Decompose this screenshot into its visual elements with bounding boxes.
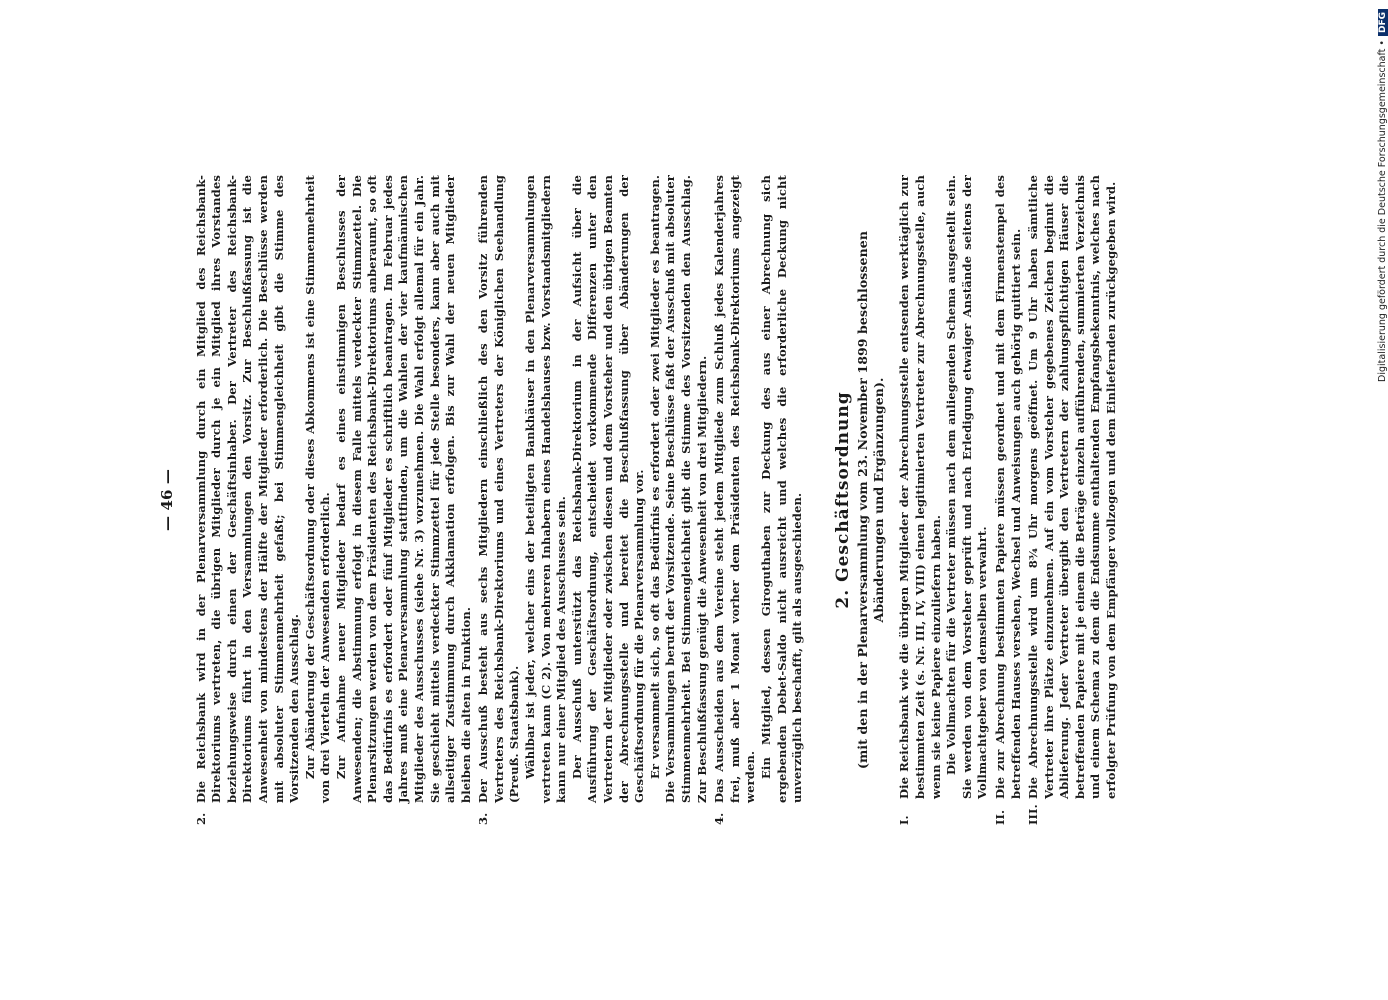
paragraph: Er versammelt sich, so oft das Bedürfnis es erfordert oder zwei Mitglieder es beantragen. Die Versammlungen beruft der Vorsitzende. Seine Beschlüsse faßt der Ausschuß mit absoluter Stimmenmehrheit. Bei Stimmengleichheit gibt die Stimme des Vorsitzenden den Ausschlag. Zur Beschlußfassung genügt die Anwesenheit von drei Mitgliedern. — [647, 175, 709, 803]
section-number: 2. — [193, 812, 208, 825]
rule-number: I. — [897, 815, 912, 825]
rule-II — [993, 175, 1024, 825]
rule-body — [993, 175, 1024, 799]
paragraph: Die Abrechnungsstelle wird um 8¾ Uhr morgens geöffnet. Um 9 Uhr haben sämtliche Vertreter ihre Plätze einzunehmen. Auf ein vom Vorsteher gegebenes Zeichen beginnt die Ablieferung. Jeder Vertreter übergibt den Vertretern der zahlungspflichtigen Häuser die betreffenden Papiere mit je einem die Beträge einzeln aufführenden, summierten Verzeichnis und einem Schema zu dem die Endsumme enthaltenden Empfangsbekenntnis, welches nach erfolgter Prüfung von dem Empfänger vollzogen und dem Einliefernden zurückgegeben wird. — [1026, 175, 1119, 799]
rule-body — [897, 175, 991, 799]
paragraph: Das Ausscheiden aus dem Vereine steht jedem Mitgliede zum Schluß jedes Kalenderjahres frei, muß aber 1 Monat vorher dem Präsidenten des Reichsbank-Direktoriums angezeigt werden. — [712, 175, 758, 803]
section-heading — [832, 175, 888, 825]
paragraph: Zur Abänderung der Geschäftsordnung oder dieses Abkommens ist eine Stimmenmehrheit von drei Vierteln der Anwesenden erforderlich. — [302, 175, 333, 803]
digitization-credit — [1377, 9, 1388, 994]
section-number: 3. — [476, 812, 491, 825]
paragraph: Der Ausschuß besteht aus sechs Mitgliedern einschließlich des den Vorsitz führenden Vertreters des Reichsbank-Direktoriums und eines Vertreters der Königlichen Seehandlung (Preuß. Staatsbank). — [476, 175, 522, 803]
section-number: 4. — [712, 812, 727, 825]
rule-III — [1026, 175, 1120, 825]
paragraph: Die Reichsbank wie die übrigen Mitglieder der Abrechnungsstelle entsenden werktäglich zur bestimmten Zeit (s. Nr. III, IV, VIII) einen legitimierten Vertreter zur Abrechnungsstelle, auch wenn sie keine Papiere einzuliefern haben. — [897, 175, 943, 799]
paragraph: Die Reichsbank wird in der Plenarversammlung durch ein Mitglied des Reichsbank-Direktoriums vertreten, die übrigen Mitglieder durch je ein Mitglied ihres Vorstandes beziehungsweise durch einen der Geschäftsinhaber. Der Vertreter des Reichsbank-Direktoriums führt in den Versammlungen den Vorsitz. Zur Beschlußfassung ist die Anwesenheit von mindestens der Hälfte der Mitglieder erforderlich. Die Beschlüsse werden mit absoluter Stimmenmehrheit gefaßt; bei Stimmengleichheit gibt die Stimme des Vorsitzenden den Ausschlag. — [193, 175, 302, 803]
section-body — [712, 175, 806, 803]
paragraph: Die zur Abrechnung bestimmten Papiere müssen geordnet und mit dem Firmenstempel des betreffenden Hauses versehen, Wechsel und Anweisungen auch gehörig quittiert sein. — [992, 175, 1023, 799]
section-2 — [194, 175, 475, 825]
paragraph: Die Vollmachten für die Vertreter müssen nach dem anliegenden Schema ausgestellt sein. Sie werden von dem Vorsteher geprüft und nach Erledigung etwaiger Anstände seitens der Vollmachtgeber von demselben verwahrt. — [944, 175, 990, 799]
section-4 — [712, 175, 806, 825]
heading-title: 2. Geschäftsordnung — [832, 391, 853, 609]
rule-number: II. — [992, 809, 1007, 825]
section-3 — [476, 175, 710, 825]
section-body — [194, 175, 475, 803]
paragraph: Ein Mitglied, dessen Giroguthaben zur Deckung des aus einer Abrechnung sich ergebenden Debet-Saldo nicht ausreicht und welches die erforderliche Deckung nicht unverzüglich beschafft, gilt als ausgeschieden. — [758, 175, 805, 803]
page-number: — 46 — — [158, 469, 176, 531]
rule-I — [897, 175, 991, 825]
rule-number: III. — [1026, 804, 1041, 825]
paragraph: Zur Aufnahme neuer Mitglieder bedarf es eines einstimmigen Beschlusses der Anwesenden; die Abstimmung erfolgt in diesem Falle mittels verdeckter Stimmzettel. Die Plenarsitzungen werden von dem Präsidenten des Reichsbank-Direktoriums anberaumt, so oft das Bedürfnis es erfordert oder fünf Mitglieder es schriftlich beantragen. Im Februar jedes Jahres muß eine Plenarversammlung stattfinden, um die Wahlen der vier kaufmännischen Mitglieder des Ausschusses (siehe Nr. 3) vorzunehmen. Die Wahl erfolgt allemal für ein Jahr. Sie geschieht mittels verdeckter Stimmzettel für jede Stelle besonders, kann aber auch mit allseitiger Zustimmung durch Akklamation erfolgen. Bis zur Wahl der neuen Mitglieder bleiben die alten in Funktion. — [333, 175, 473, 803]
dfg-logo: DFG — [1378, 9, 1388, 36]
paragraph: Der Ausschuß unterstützt das Reichsbank-Direktorium in der Aufsicht über die Ausführung der Geschäftsordnung, entscheidet vorkommende Differenzen unter den Vertretern der Mitglieder oder zwischen diesen und dem Vorsteher und den übrigen Beamten der Abrechnungsstelle und bereitet die Beschlußfassung über Abänderungen der Geschäftsordnung für die Plenarversammlung vor. — [569, 175, 647, 803]
paragraph: Wählbar ist jeder, welcher eins der beteiligten Bankhäuser in den Plenarversammlungen vertreten kann (C 2). Von mehreren Inhabern eines Handelshauses bzw. Vorstandsmitgliedern kann nur einer Mitglied des Ausschusses sein. — [523, 175, 569, 803]
credit-text: Digitalisierung gefördert durch die Deutsche Forschungsgemeinschaft • — [1377, 40, 1388, 382]
rule-body — [1026, 175, 1120, 799]
heading-subtitle: (mit den in der Plenarversammlung vom 23. November 1899 beschlossenen Abänderungen und Ergänzungen). — [855, 230, 887, 770]
section-body — [476, 175, 710, 803]
document-page — [160, 175, 1250, 825]
